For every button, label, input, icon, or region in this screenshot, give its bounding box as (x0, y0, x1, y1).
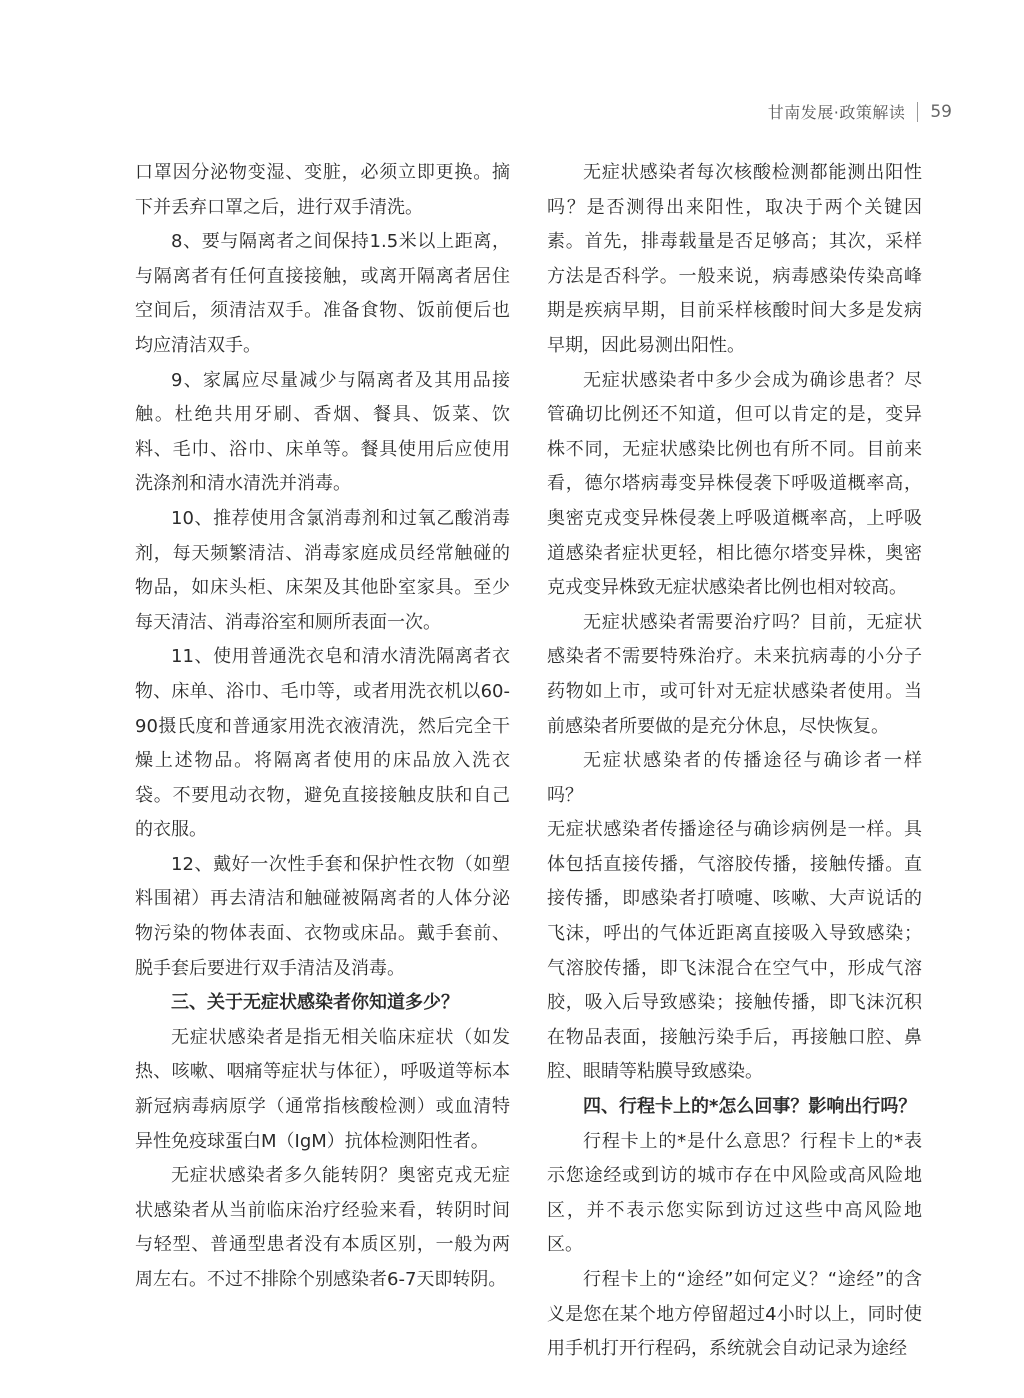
paragraph: 无症状感染者的传播途径与确诊者一样吗？ (547, 750, 922, 806)
page-number: 59 (930, 101, 952, 122)
right-column (547, 156, 922, 1367)
running-header (768, 100, 952, 123)
paragraph: 12、戴好一次性手套和保护性衣物（如塑料围裙）再去清洁和触碰被隔离者的人体分泌物污染的物体表面、衣物或床品。戴手套前、脱手套后要进行双手清洁及消毒。 (135, 853, 510, 979)
paragraph: 无症状感染者需要治疗吗？目前，无症状感染者不需要特殊治疗。未来抗病毒的小分子药物如上市，或可针对无症状感染者使用。当前感染者所要做的是充分休息，尽快恢复。 (547, 611, 922, 737)
paragraph: 口罩因分泌物变湿、变脏，必须立即更换。摘下并丢弃口罩之后，进行双手清洗。 (135, 162, 510, 218)
section-title: 甘南发展·政策解读 (767, 103, 906, 122)
paragraph: 行程卡上的*是什么意思？行程卡上的*表示您途经或到访的城市存在中风险或高风险地区，并不表示您实际到访过这些中高风险地区。 (547, 1130, 922, 1256)
header-divider (917, 102, 918, 122)
paragraph: 9、家属应尽量减少与隔离者及其用品接触。杜绝共用牙刷、香烟、餐具、饭菜、饮料、毛巾、浴巾、床单等。餐具使用后应使用洗涤剂和清水清洗并消毒。 (135, 369, 510, 495)
paragraph: 10、推荐使用含氯消毒剂和过氧乙酸消毒剂，每天频繁清洁、消毒家庭成员经常触碰的物品，如床头柜、床架及其他卧室家具。至少每天清洁、消毒浴室和厕所表面一次。 (135, 507, 510, 633)
section-heading: 四、行程卡上的*怎么回事？影响出行吗？ (583, 1096, 917, 1118)
paragraph: 无症状感染者是指无相关临床症状（如发热、咳嗽、咽痛等症状与体征），呼吸道等标本新冠病毒病原学（通常指核酸检测）或血清特异性免疫球蛋白M（IgM）抗体检测阳性者。 (135, 1026, 510, 1152)
left-column (135, 156, 510, 1298)
paragraph: 11、使用普通洗衣皂和清水清洗隔离者衣物、床单、浴巾、毛巾等，或者用洗衣机以60-90摄氏度和普通家用洗衣液清洗，然后完全干燥上述物品。将隔离者使用的床品放入洗衣袋。不要甩动衣物，避免直接接触皮肤和自己的衣服。 (135, 646, 510, 841)
paragraph: 8、要与隔离者之间保持1.5米以上距离，与隔离者有任何直接接触，或离开隔离者居住空间后，须清洁双手。准备食物、饭前便后也均应清洁双手。 (135, 231, 510, 356)
paragraph: 无症状感染者多久能转阴？奥密克戎无症状感染者从当前临床治疗经验来看，转阴时间与轻型、普通型患者没有本质区别，一般为两周左右。不过不排除个别感染者6-7天即转阴。 (135, 1165, 510, 1290)
paragraph: 无症状感染者每次核酸检测都能测出阳性吗？是否测得出来阳性，取决于两个关键因素。首先，排毒载量是否足够高；其次，采样方法是否科学。一般来说，病毒感染传染高峰期是疾病早期，目前采样核酸时间大多是发病早期，因此易测出阳性。 (547, 162, 922, 356)
paragraph: 无症状感染者中多少会成为确诊患者？尽管确切比例还不知道，但可以肯定的是，变异株不同，无症状感染比例也有所不同。目前来看，德尔塔病毒变异株侵袭下呼吸道概率高，奥密克戎变异株侵袭上呼吸道概率高，上呼吸道感染者症状更轻，相比德尔塔变异株，奥密克戎变异株致无症状感染者比例也相对较高。 (547, 369, 922, 599)
paragraph: 行程卡上的“途经”如何定义？“途经”的含义是您在某个地方停留超过4小时以上，同时使用手机打开行程码，系统就会自动记录为途经 (547, 1269, 922, 1360)
paragraph: 无症状感染者传播途径与确诊病例是一样。具体包括直接传播，气溶胶传播，接触传播。直接传播，即感染者打喷嚏、咳嗽、大声说话的飞沫，呼出的气体近距离直接吸入导致感染；气溶胶传播，即飞沫混合在空气中，形成气溶胶，吸入后导致感染；接触传播，即飞沫沉积在物品表面，接触污染手后，再接触口腔、鼻腔、眼睛等粘膜导致感染。 (547, 819, 922, 1083)
section-heading: 三、关于无症状感染者你知道多少？ (171, 992, 459, 1014)
